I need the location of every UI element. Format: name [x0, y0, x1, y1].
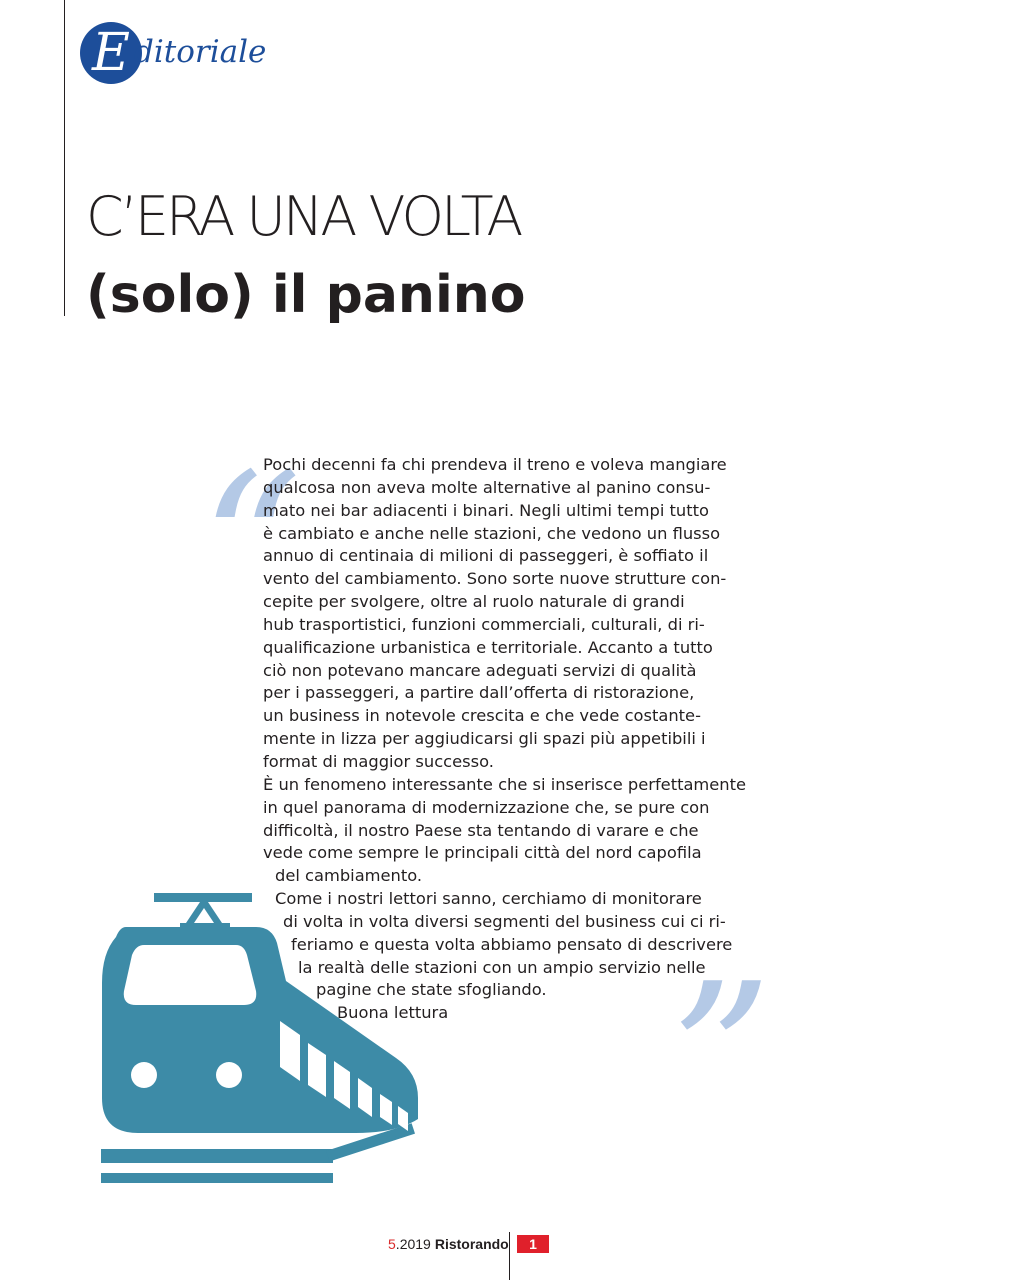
body-line: format di maggior successo.	[263, 751, 494, 771]
body-line: la realtà delle stazioni con un ampio servizio nelle	[298, 957, 706, 977]
body-line: qualcosa non aveva molte alternative al panino consu-	[263, 477, 711, 497]
body-line: Come i nostri lettori sanno, cerchiamo di monitorare	[275, 889, 702, 909]
close-quote-icon: ”	[670, 941, 773, 1174]
magazine-name: Ristorando	[434, 1236, 509, 1252]
body-line: in quel panorama di modernizzazione che, se pure con	[263, 797, 710, 817]
body-line: qualificazione urbanistica e territoriale. Accanto a tutto	[263, 637, 713, 657]
body-line: È un fenomeno interessante che si inserisce perfettamente	[263, 774, 747, 794]
issue-year: 2019	[399, 1236, 431, 1252]
body-line: mato nei bar adiacenti i binari. Negli ultimi tempi tutto	[263, 500, 709, 520]
body-line: un business in notevole crescita e che vede costante-	[263, 706, 701, 726]
body-line: ciò non potevano mancare adeguati servizi di qualità	[263, 660, 697, 680]
body-line: vede come sempre le principali città del nord capofila	[263, 843, 702, 863]
issue-number: 5	[388, 1236, 396, 1252]
body-line: mente in lizza per aggiudicarsi gli spazi più appetibili i	[263, 729, 706, 749]
body-line: cepite per svolgere, oltre al ruolo naturale di grandi	[263, 592, 685, 612]
body-line: è cambiato e anche nelle stazioni, che vedono un flusso	[263, 523, 721, 543]
body-line: del cambiamento.	[275, 866, 423, 886]
section-initial: E	[92, 23, 130, 83]
body-line: per i passeggeri, a partire dall’offerta di ristorazione,	[263, 683, 695, 703]
page-number: 1	[517, 1235, 549, 1253]
body-line: annuo di centinaia di milioni di passeggeri, è soffiato il	[263, 546, 709, 566]
headline-line-1: C’ERA UNA VOLTA	[86, 185, 521, 248]
train-icon	[96, 893, 426, 1183]
headline-line-2: (solo) il panino	[86, 265, 526, 325]
body-line: feriamo e questa volta abbiamo pensato di descrivere	[291, 934, 733, 954]
body-line: vento del cambiamento. Sono sorte nuove strutture con-	[263, 569, 727, 589]
body-line: di volta in volta diversi segmenti del business cui ci ri-	[283, 911, 726, 931]
left-vertical-rule	[64, 0, 65, 316]
open-quote-icon: “	[200, 431, 303, 664]
body-line: Pochi decenni fa chi prendeva il treno e voleva mangiare	[263, 455, 727, 474]
body-line: Buona lettura	[337, 1003, 449, 1023]
footer-issue-line: 5.2019 Ristorando	[388, 1236, 509, 1252]
body-line: difficoltà, il nostro Paese sta tentando di varare e che	[263, 820, 699, 840]
body-line: pagine che state sfogliando.	[316, 980, 547, 1000]
footer-divider	[509, 1232, 510, 1280]
body-line: hub trasportistici, funzioni commerciali, culturali, di ri-	[263, 614, 705, 634]
section-title: ditoriale	[134, 34, 267, 70]
